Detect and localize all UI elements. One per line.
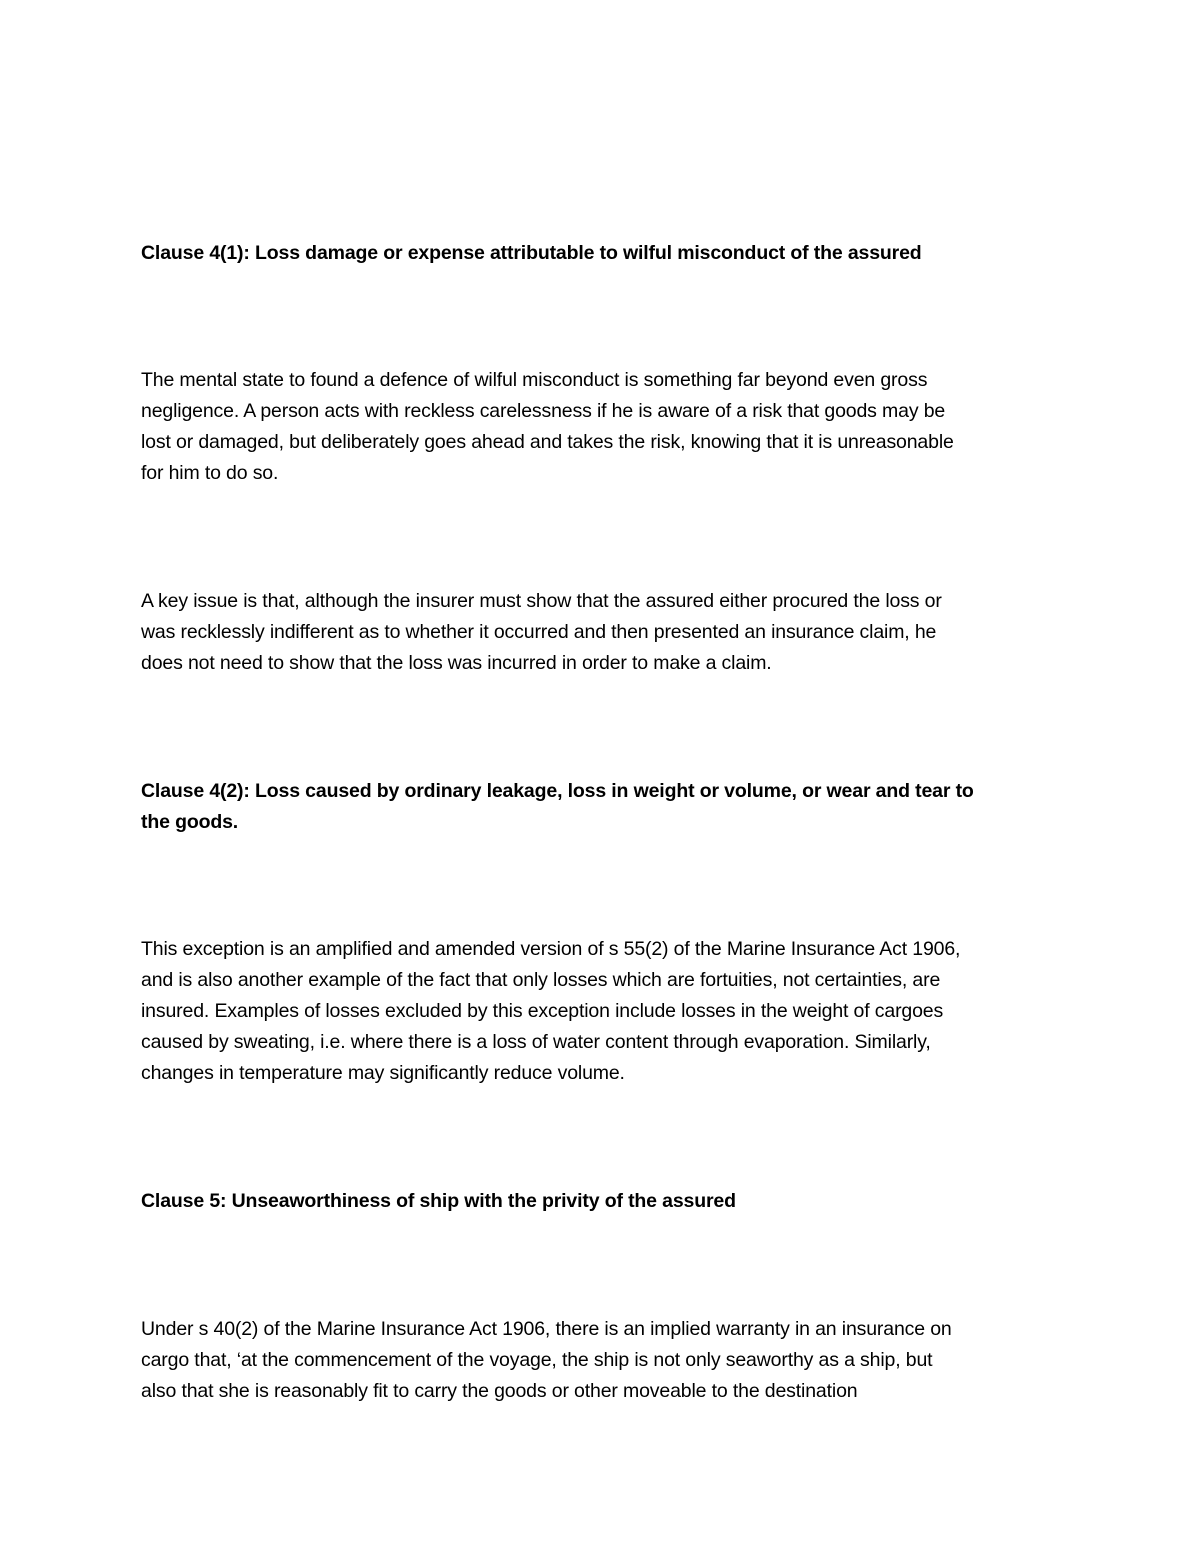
paragraph-line: negligence. A person acts with reckless carelessness if he is aware of a risk that goods may be [141,400,946,422]
paragraph-line: caused by sweating, i.e. where there is a loss of water content through evaporation. Similarly, [141,1031,931,1053]
heading-line: Clause 4(2): Loss caused by ordinary leakage, loss in weight or volume, or wear and tear to [141,780,974,802]
exception-paragraph [141,934,1071,1089]
heading-line: Clause 4(1): Loss damage or expense attributable to wilful misconduct of the assured [141,242,922,264]
paragraph-line: was recklessly indifferent as to whether it occurred and then presented an insurance claim, he [141,621,937,643]
heading-line: Clause 5: Unseaworthiness of ship with the privity of the assured [141,1190,736,1212]
paragraph-line: Under s 40(2) of the Marine Insurance Act 1906, there is an implied warranty in an insurance on [141,1318,952,1340]
paragraph-line: and is also another example of the fact that only losses which are fortuities, not certainties, are [141,969,941,991]
paragraph-line: changes in temperature may significantly reduce volume. [141,1062,625,1084]
implied-warranty-paragraph [141,1314,1071,1407]
paragraph-line: also that she is reasonably fit to carry the goods or other moveable to the destination [141,1380,858,1402]
paragraph-line: insured. Examples of losses excluded by this exception include losses in the weight of cargoes [141,1000,944,1022]
paragraph-line: for him to do so. [141,462,279,484]
clause-4-1-heading [141,238,1071,269]
clause-5-heading [141,1186,1071,1217]
wilful-misconduct-paragraph [141,365,1071,489]
key-issue-paragraph [141,586,1071,679]
paragraph-line: does not need to show that the loss was incurred in order to make a claim. [141,652,772,674]
paragraph-line: This exception is an amplified and amended version of s 55(2) of the Marine Insurance Act 1906, [141,938,961,960]
paragraph-line: cargo that, ‘at the commencement of the voyage, the ship is not only seaworthy as a ship, but [141,1349,933,1371]
paragraph-line: A key issue is that, although the insurer must show that the assured either procured the loss or [141,590,942,612]
paragraph-line: The mental state to found a defence of wilful misconduct is something far beyond even gross [141,369,928,391]
paragraph-line: lost or damaged, but deliberately goes ahead and takes the risk, knowing that it is unreasonable [141,431,954,453]
clause-4-2-heading [141,776,1071,838]
heading-line: the goods. [141,811,239,833]
